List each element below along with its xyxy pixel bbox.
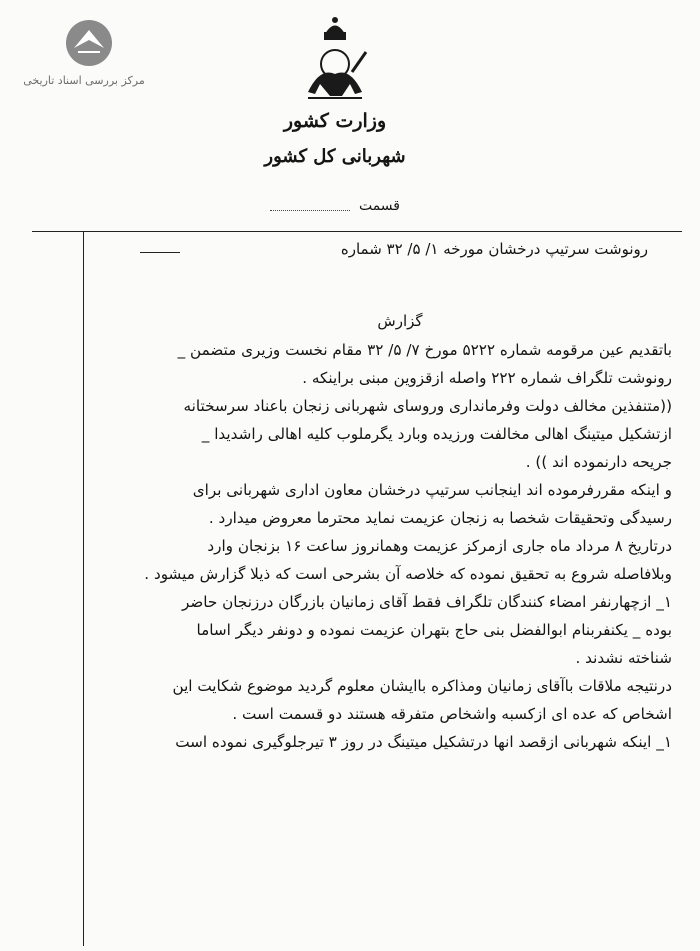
report-line: وبلافاصله شروع به تحقیق نموده که خلاصه آن بشرحی است که ذیلا گزارش میشود . — [144, 565, 672, 583]
report-line: جریحه دارنموده اند )) . — [525, 453, 672, 471]
header-divider-line — [32, 231, 682, 232]
report-line: ۱_ ازچهارنفر امضاء کنندگان تلگراف فقط آقای زمانیان بازرگان درزنجان حاضر — [181, 593, 672, 611]
report-body — [82, 336, 672, 756]
reference-number-blank — [140, 252, 180, 253]
report-line: ((متنفذین مخالف دولت وفرمانداری وروسای شهربانی زنجان باعناد سرسختانه — [183, 397, 672, 415]
report-line: ۱_ اینکه شهربانی ازقصد انها درتشکیل میتینگ در روز ۳ تیرجلوگیری نموده است — [175, 733, 672, 751]
section-dotted-line — [270, 210, 350, 211]
reference-line: رونوشت سرتیپ درخشان مورخه ۱/ ۵/ ۳۲ شماره — [340, 240, 648, 258]
report-line: رسیدگی وتحقیقات شخصا به زنجان عزیمت نماید محترما معروض میدارد . — [208, 509, 672, 527]
report-line: باتقدیم عین مرقومه شماره ۵۲۲۲ مورخ ۷/ ۵/ ۳۲ مقام نخست وزیری متضمن _ — [177, 341, 672, 359]
department-title: شهربانی کل کشور — [264, 146, 406, 167]
report-line: اشخاص که عده ای ازکسبه واشخاص متفرقه هستند دو قسمت است . — [232, 705, 672, 723]
watermark-text: مرکز بررسی اسناد تاریخی — [23, 74, 145, 87]
report-line: درنتیجه ملاقات باآقای زمانیان ومذاکره باایشان معلوم گردید موضوع شکایت این — [172, 677, 672, 695]
section-field — [260, 198, 400, 222]
lion-and-sun-crown-emblem-icon — [300, 12, 370, 107]
report-line: و اینکه مقررفرموده اند اینجانب سرتیپ درخشان معاون اداری شهربانی برای — [192, 481, 672, 499]
report-line: شناخته نشدند . — [575, 649, 672, 667]
report-line: ازتشکیل میتینگ اهالی مخالفت ورزیده وبارد یگرملوب کلیه اهالی راشدیدا _ — [201, 425, 672, 443]
report-title: گزارش — [377, 312, 423, 330]
archive-center-logo-icon — [64, 18, 114, 68]
report-line: رونوشت تلگراف شماره ۲۲۲ واصله ازقزوین مبنی براینکه . — [302, 369, 672, 387]
archive-watermark — [14, 18, 154, 88]
report-line: بوده _ یکنفربنام ابوالفضل بنی حاج بتهران عزیمت نموده و دونفر دیگر اساما — [196, 621, 672, 639]
section-label: قسمت — [358, 198, 400, 214]
report-line: درتاریخ ۸ مرداد ماه جاری ازمرکز عزیمت وهمانروز ساعت ۱۶ بزنجان وارد — [207, 537, 672, 555]
ministry-title: وزارت کشور — [283, 110, 387, 132]
